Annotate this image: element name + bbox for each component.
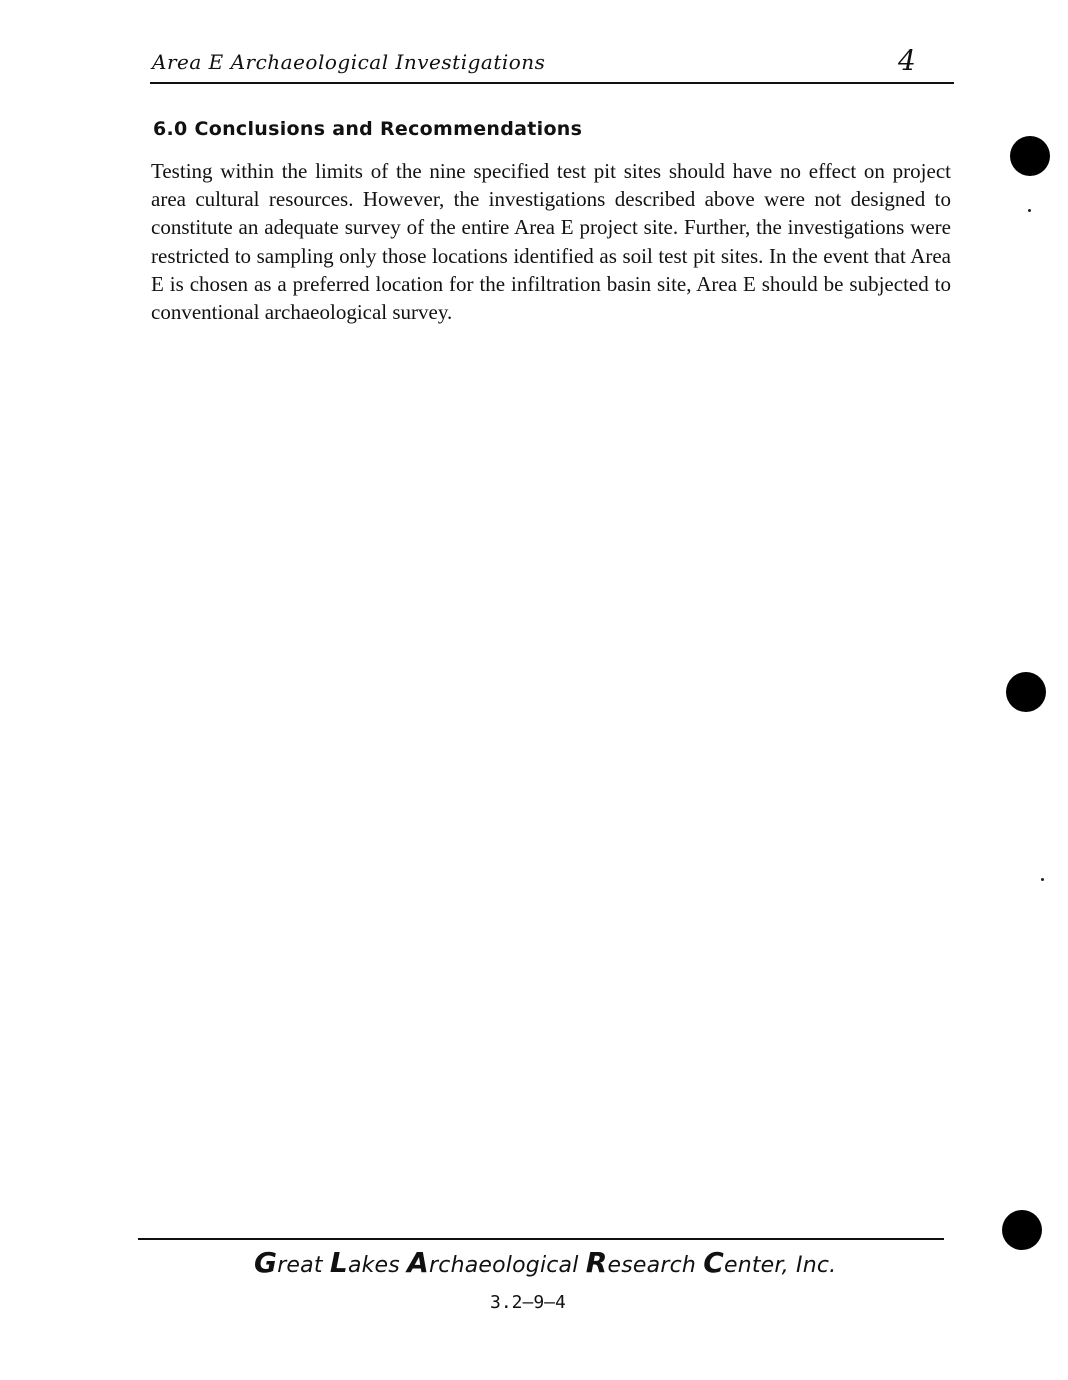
footer-org-word	[329, 1246, 400, 1279]
header-title: Area E Archaeological Investigations	[152, 50, 546, 74]
punch-hole-bottom	[1002, 1210, 1042, 1250]
section-heading: 6.0 Conclusions and Recommendations	[153, 118, 583, 140]
footer-org-rest: esearch	[607, 1253, 697, 1278]
footer-org-initial: R	[585, 1246, 608, 1279]
footer-org-initial: G	[254, 1246, 278, 1279]
footer-org-initial: C	[703, 1246, 724, 1279]
header-rule	[150, 82, 954, 84]
punch-hole-top	[1010, 136, 1050, 176]
scan-speck	[1041, 878, 1044, 881]
page-number: 4	[898, 44, 916, 77]
body-paragraph: Testing within the limits of the nine specified test pit sites should have no effect on project area cultural resources. However, the investigations described above were not designed to constitute an adequate survey of the entire Area E project site. Further, the investigations were restricted to sampling only those locations identified as soil test pit sites. In the event that Area E is chosen as a preferred location for the infiltration basin site, Area E should be subjected to conventional archaeological survey.	[151, 159, 951, 325]
footer-org-word	[407, 1246, 579, 1279]
scan-speck	[1028, 209, 1031, 212]
footer-org-initial: L	[329, 1246, 348, 1279]
footer-org-initial: A	[407, 1246, 430, 1279]
footer-org-rest: akes	[347, 1253, 400, 1278]
footer-org-rest: rchaeological	[429, 1253, 579, 1278]
punch-hole-middle	[1006, 672, 1046, 712]
footer-rule	[138, 1238, 944, 1240]
footer-org-word	[254, 1246, 323, 1279]
document-code: 3.2–9–4	[490, 1292, 566, 1313]
footer-org-word	[585, 1246, 697, 1279]
footer-org-rest: enter, Inc.	[723, 1253, 837, 1278]
footer-org-rest: reat	[277, 1253, 323, 1278]
footer-organization	[254, 1246, 836, 1279]
footer-org-word	[703, 1246, 837, 1279]
